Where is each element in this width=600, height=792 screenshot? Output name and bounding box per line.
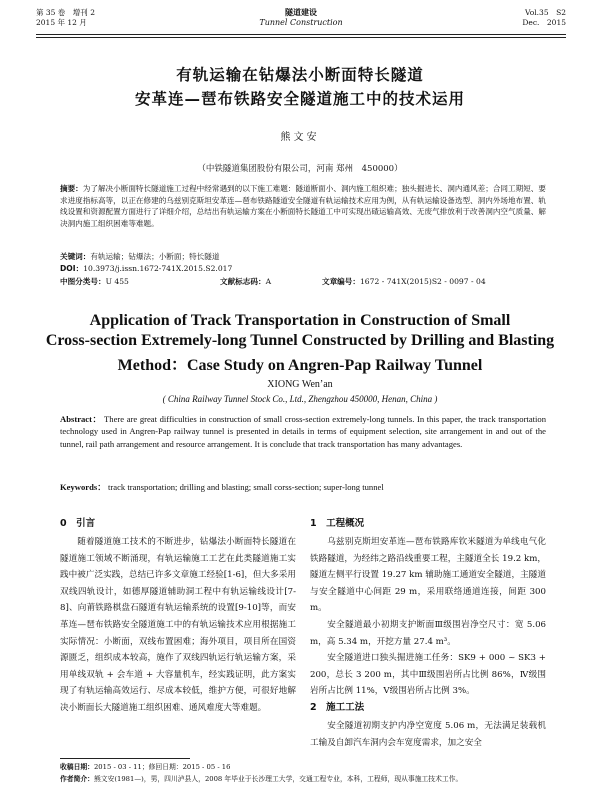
clc-number xyxy=(60,276,129,287)
keywords-cn xyxy=(60,251,546,263)
section-0-paragraph: 随着隧道施工技术的不断进步，钻爆法小断面特长隧道在隧道施工领域不断涌现，有轨运输施工工艺在此类隧道施工实践中被广泛实践，总结已许多文章施工经验[1-6]，但大多采用双线四轨设计，如德厚隧道辅助洞工程中有轨运输线设计[7-8]、向莆铁路棋盘石隧道有轨运输系统的设置[9-10]等，而安革连—琶布铁路安全隧道施工中的有轨运输技术应用根据施工实际情况：小断面，双线布置困难；海外项目，项目所在国资源匮乏，组织成本较高，施作了双线四轨运行轨运输方案，采用单线双轨 + 会车道 + 大容量机车，经实践证明，此方案实现了有轨运输高效运行、尽成本较低，维护方便，可很好地解决小断面长大隧道施工组织困难、通风难度大等难题。 xyxy=(60,537,296,713)
doi xyxy=(60,263,546,275)
header-date-en: Dec. 2015 xyxy=(522,18,566,27)
abstract-cn-label: 摘要： xyxy=(60,184,83,193)
abstract-cn-text: 为了解决小断面特长隧道施工过程中经常遇到的以下施工难题：隧道断面小、洞内施工组织难；独头掘进长、洞内通风差；合同工期短、要求进度指标高等，以正在修建的乌兹别克斯坦安革连—琶布铁路隧道安全隧道有轨运输技术应用为例，从有轨运输设备选型、洞内外场地布置、轨线设置和资源配置方面进行了详细介绍，总结出有轨运输方案在小断面特长隧道工中可实现出碴运输高效、无废气排放利于改善洞内空气质量、解决洞内施工组织困难等难题。 xyxy=(60,184,546,228)
affiliation-en: ( China Railway Tunnel Stock Co., Ltd., Zhengzhou 450000, Henan, China ) xyxy=(162,394,438,404)
title-en-line2: Cross-section Extremely-long Tunnel Constructed by Drilling and Blasting xyxy=(45,332,555,349)
title-en-line3: Method：Case Study on Angren-Pap Railway Tunnel xyxy=(117,357,483,374)
keywords-en-text: track transportation; drilling and blasting; small corss-section; super-long tunnel xyxy=(108,482,384,492)
header-journal-cn: 隧道建设 xyxy=(285,8,317,17)
article-number xyxy=(322,276,486,287)
article-label: 文章编号： xyxy=(322,277,360,286)
affiliation-cn: （中铁隧道集团股份有限公司，河南 郑州 450000） xyxy=(197,164,403,174)
keywords-en-label: Keywords： xyxy=(60,482,106,492)
section-2-heading: 2 施工工法 xyxy=(310,701,365,713)
clc-label: 中图分类号： xyxy=(60,277,106,286)
body-column-left xyxy=(60,516,296,717)
title-cn-line2: 安革连—琶布铁路安全隧道施工中的技术运用 xyxy=(134,90,465,108)
header-volume-cn: 第 35 卷 增刊 2 xyxy=(36,8,95,17)
bio-label: 作者简介： xyxy=(60,775,94,783)
abstract-en-text: There are great difficulties in construction of small cross-section extremely-long tunnels. In this paper, the track transportation technology used in Angren-Pap railway tunnel is presented in details in terms of equipment selection, site arrangement in and out of the tunnel, rail path arrangement and resource arrangement. It is conclude that track transportation has many advantages. xyxy=(60,414,547,449)
doi-label: DOI： xyxy=(60,264,84,273)
body-column-right xyxy=(310,516,546,751)
doi-text: 10.3973/j.issn.1672-741X.2015.S2.017 xyxy=(83,264,233,273)
footnote-author-bio xyxy=(60,774,546,785)
keywords-cn-label: 关键词： xyxy=(60,252,91,261)
bio-text: 熊文安(1981—)，男，四川泸县人，2008 年毕业于长沙理工大学，交通工程专业，本科，工程师，现从事施工技术工作。 xyxy=(93,775,463,783)
received-label: 收稿日期： xyxy=(60,763,94,771)
header-journal-en: Tunnel Construction xyxy=(259,18,343,27)
section-2-paragraph-1: 安全隧道初期支护内净空宽度 5.06 m，无法满足装载机工输及自卸汽车洞内会车宽度需求，加之安全 xyxy=(310,720,546,748)
doc-value: A xyxy=(265,277,272,286)
section-1-paragraph-1: 乌兹别克斯坦安革连—琶布铁路库钦米隧道为单线电气化铁路隧道，为经纬之路沿线重要工程，主隧道全长 19.2 km，隧道左侧平行设置 19.27 km 辅助施工通道安全隧道，主隧道与安全隧道中心间距 29 m，采用联络通道连接，间距 300 m。 xyxy=(310,537,546,614)
doc-label: 文献标志码： xyxy=(220,277,266,286)
received-text: 2015 - 03 - 11；修回日期：2015 - 05 - 16 xyxy=(93,763,231,771)
keywords-en xyxy=(60,481,546,493)
author-en: XIONG Wen’an xyxy=(267,379,333,390)
section-1-paragraph-3: 安全隧道进口独头掘进施工任务：SK9 + 000 ~ SK3 + 200，总长 3 200 m，其中Ⅲ级围岩所占比例 86%，Ⅳ级围岩所占比例 11%，Ⅴ级围岩所占比例 3%。 xyxy=(310,653,546,697)
title-en-line1: Application of Track Transportation in Construction of Small xyxy=(89,312,511,329)
abstract-cn xyxy=(60,183,546,229)
header-volume-en: Vol.35 S2 xyxy=(525,8,566,17)
running-header xyxy=(36,8,566,34)
section-1-heading: 1 工程概况 xyxy=(310,518,365,529)
author-cn: 熊文安 xyxy=(280,132,320,143)
section-1-paragraph-2: 安全隧道最小初期支护断面Ⅲ级围岩净空尺寸：宽 5.06 m，高 5.34 m，开挖方量 27.4 m³。 xyxy=(310,619,546,647)
article-value: 1672 - 741X(2015)S2 - 0097 - 04 xyxy=(359,277,486,286)
header-right xyxy=(522,8,566,28)
keywords-cn-text: 有轨运输；钻爆法；小断面；特长隧道 xyxy=(90,252,220,261)
title-cn-line1: 有轨运输在钻爆法小断面特长隧道 xyxy=(176,66,424,84)
header-rule xyxy=(36,34,566,35)
header-date-cn: 2015 年 12 月 xyxy=(36,18,87,27)
section-0-heading: 0 引言 xyxy=(60,518,96,529)
footnote-received xyxy=(60,762,546,773)
header-journal xyxy=(36,8,566,28)
abstract-en xyxy=(60,413,546,450)
clc-value: U 455 xyxy=(105,277,129,286)
footnote-rule xyxy=(60,758,190,759)
document-code xyxy=(220,276,271,287)
abstract-en-label: Abstract： xyxy=(60,414,102,424)
header-rule-thin xyxy=(36,37,566,38)
